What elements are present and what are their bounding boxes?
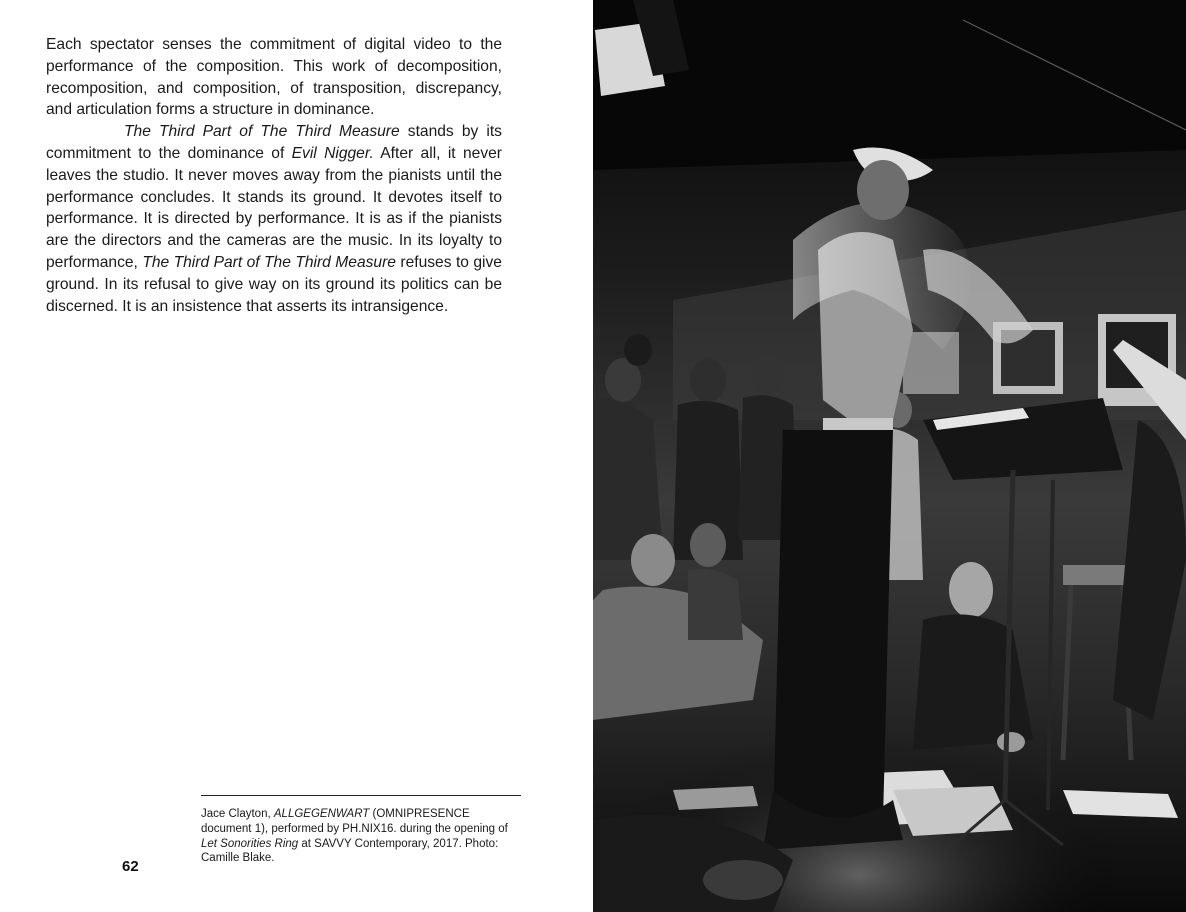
performance-photo-illustration bbox=[593, 0, 1186, 912]
seated-person-body-2 bbox=[688, 569, 743, 640]
paragraph-2 bbox=[46, 121, 502, 317]
paragraph-1-text: Each spectator senses the commitment of digital video to the performance of the composition. This work of decomposition, recomposition, and composition, of transposition, discrepancy, and articulation forms a structure in dominance. bbox=[46, 36, 502, 119]
caption-artist: Jace Clayton, bbox=[201, 808, 274, 820]
performance-photo bbox=[593, 0, 1186, 912]
audience-head-3 bbox=[752, 355, 784, 395]
seated-person-head-2 bbox=[690, 523, 726, 567]
seated-man-head bbox=[949, 562, 993, 618]
caption-work-title: ALLGEGENWART bbox=[273, 808, 370, 820]
paragraph-2-text-a: stands by its commitment to the dominance of bbox=[46, 123, 502, 162]
caption-description: (OMNIPRESENCE document 1), performed by PH.NIX16. during the opening of bbox=[201, 808, 508, 835]
floor-paper-2 bbox=[893, 786, 1013, 836]
floor-paper-3 bbox=[1063, 790, 1178, 818]
foreground-object bbox=[703, 860, 783, 900]
floor-paper-4 bbox=[673, 786, 758, 810]
wall-print-3 bbox=[903, 332, 959, 394]
ceiling bbox=[593, 0, 1186, 170]
performer-legs bbox=[773, 430, 893, 840]
work-title: The Third Part of The Third Measure bbox=[124, 123, 400, 141]
paragraph-1 bbox=[46, 34, 502, 121]
performer-head bbox=[857, 160, 909, 220]
performer-belt bbox=[823, 418, 893, 430]
audience-head-4 bbox=[624, 334, 652, 366]
referenced-work: Evil Nigger. bbox=[291, 144, 374, 162]
seated-person-head-1 bbox=[631, 534, 675, 586]
page-number: 62 bbox=[122, 858, 139, 875]
body-text bbox=[46, 34, 502, 317]
caption-credit: at SAVVY Contemporary, 2017. Photo: Camille Blake. bbox=[201, 837, 499, 865]
caption-divider bbox=[201, 795, 521, 796]
caption-exhibition: Let Sonorities Ring bbox=[201, 837, 299, 850]
audience-head-2 bbox=[690, 358, 726, 402]
paragraph-2-text-c: refuses to give ground. In its refusal to give way on its ground its politics can be discerned. It is an insistence that asserts its intransigence. bbox=[46, 253, 502, 315]
paragraph-2-text-b: After all, it never leaves the studio. It never moves away from the pianists until the performance concludes. It stands its ground. It devotes itself to performance. It is directed by performance. It is as if the pianists are the directors and the cameras are the music. In its loyalty to performance, bbox=[46, 144, 502, 271]
seated-man-hands bbox=[997, 732, 1025, 752]
stool-seat bbox=[1063, 565, 1133, 585]
work-title-repeat: The Third Part of The Third Measure bbox=[142, 253, 396, 271]
photo-caption bbox=[201, 807, 523, 866]
